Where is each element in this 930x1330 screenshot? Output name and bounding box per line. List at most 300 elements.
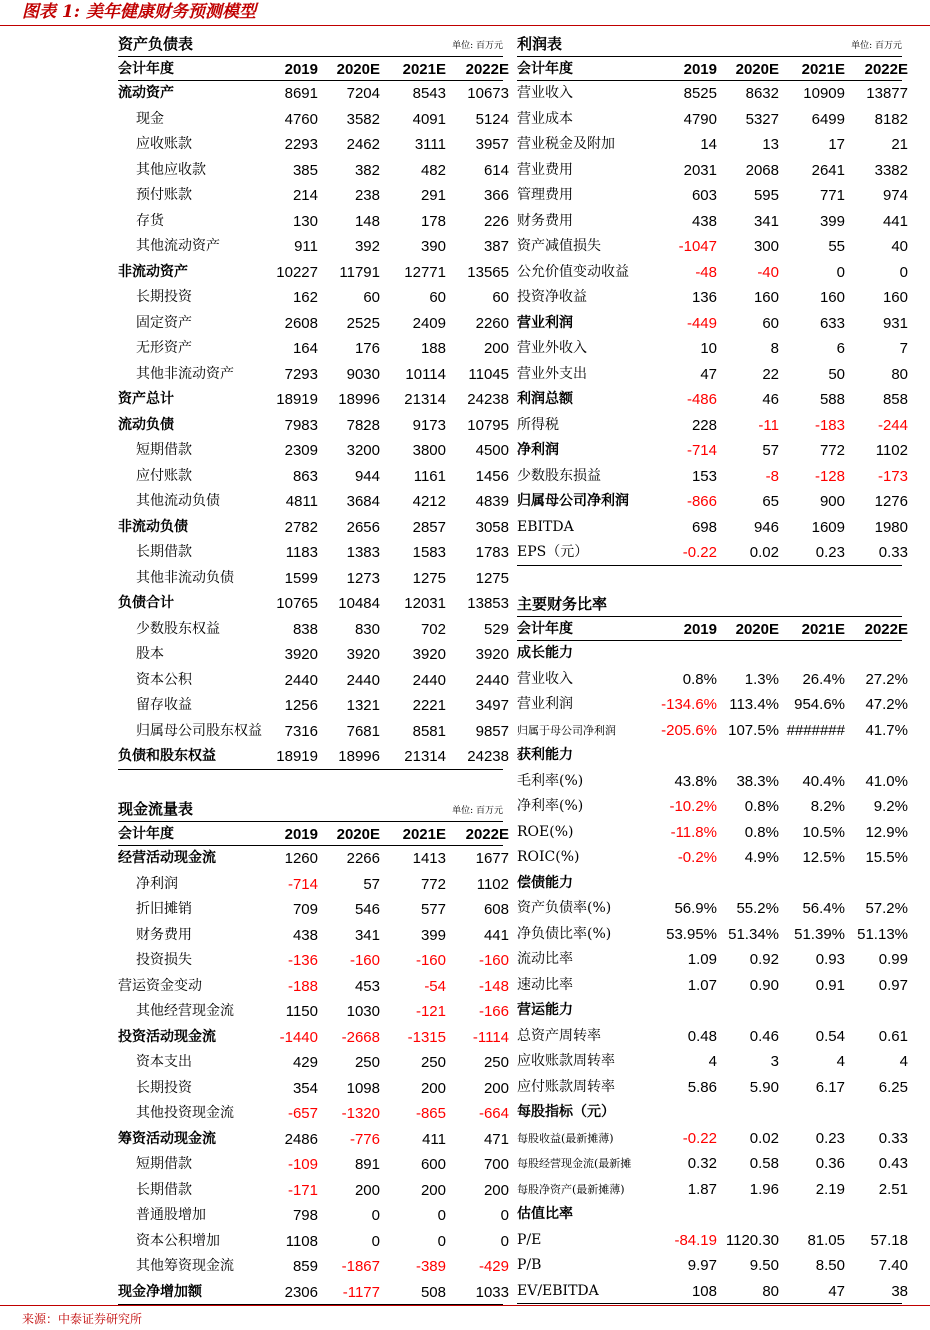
value-cell: 9030 (346, 365, 380, 383)
table-row (517, 540, 908, 566)
table-row (517, 718, 908, 744)
value-cell: 2266 (346, 850, 380, 867)
value-cell: -244 (877, 416, 908, 434)
header-label: 会计年度 (118, 60, 174, 77)
value-cell: 2440 (412, 671, 446, 689)
table-row (517, 438, 908, 464)
value-cell: 228 (691, 416, 717, 434)
value-cell: 162 (292, 289, 318, 306)
table-row (517, 896, 908, 922)
unit-label: 单位: 百万元 (452, 806, 503, 816)
value-cell: 2.19 (815, 1180, 845, 1198)
row-label: 非流动资产 (118, 263, 188, 280)
value-cell: 1980 (874, 518, 908, 536)
row-label: 长期投资 (136, 289, 192, 305)
table-row (118, 1203, 509, 1229)
value-cell: 200 (483, 340, 509, 357)
row-label: 资本公积增加 (136, 1232, 220, 1249)
row-label: 折旧摊销 (136, 901, 192, 917)
value-cell: 5.90 (749, 1078, 779, 1096)
table-header-row (118, 56, 509, 82)
row-label: 存货 (136, 212, 164, 229)
value-cell: 366 (483, 187, 509, 204)
table-title: 资产负债表 (118, 35, 194, 53)
value-cell: 1108 (285, 1232, 318, 1250)
value-cell: 1456 (475, 467, 509, 485)
value-cell: 113.4% (729, 696, 779, 713)
value-cell: 546 (354, 901, 380, 918)
table-title-row (118, 795, 503, 821)
value-cell: 6.17 (815, 1078, 845, 1096)
unit-label: 单位: 百万元 (851, 41, 902, 51)
value-cell: 0.33 (878, 544, 908, 561)
table-row (118, 591, 509, 617)
value-cell: -664 (478, 1105, 509, 1122)
value-cell: 1256 (284, 697, 318, 714)
value-cell: 0.93 (815, 951, 845, 968)
row-label: 投资损失 (136, 952, 192, 968)
row-label: 现金 (136, 110, 164, 127)
table-row (118, 362, 509, 388)
value-cell: 178 (420, 212, 446, 230)
value-cell: 18919 (276, 391, 318, 408)
table-row (118, 999, 509, 1025)
value-cell: 12031 (404, 595, 446, 612)
row-label: 财务费用 (136, 926, 192, 943)
row-label: 其他应收款 (136, 161, 206, 178)
value-cell: 0.92 (749, 951, 779, 968)
value-cell: 108 (691, 1282, 717, 1300)
value-cell: 47.2% (865, 696, 908, 713)
value-cell: 226 (483, 212, 509, 230)
value-cell: 6499 (811, 110, 845, 128)
page-title: 图表 1: 美年健康财务预测模型 (22, 2, 256, 22)
value-cell: 0 (371, 1207, 380, 1224)
value-cell: 11045 (468, 365, 509, 383)
row-label: 资产负债率(%) (517, 900, 612, 916)
value-cell: -486 (686, 391, 717, 408)
header-year: 2021E (801, 60, 845, 78)
value-cell: 40.4% (802, 772, 845, 790)
section-label: 每股指标（元） (517, 1104, 615, 1120)
value-cell: 18919 (276, 748, 318, 765)
row-label: 公允价值变动收益 (517, 263, 629, 280)
table-row (118, 719, 509, 745)
value-cell: 300 (753, 238, 779, 255)
row-label: 归属于母公司净利润 (517, 723, 616, 737)
value-cell: 614 (483, 161, 509, 179)
value-cell: 3957 (475, 136, 509, 153)
header-year: 2019 (683, 620, 717, 638)
row-label: 应收账款周转率 (517, 1053, 615, 1069)
value-cell: 1273 (346, 569, 380, 587)
value-cell: 482 (420, 161, 446, 179)
value-cell: 1.09 (687, 951, 717, 968)
table-row (118, 872, 509, 898)
table-row (118, 948, 509, 974)
header-year: 2022E (864, 620, 908, 638)
table-row (517, 973, 908, 999)
value-cell: 700 (483, 1156, 509, 1173)
value-cell: 1120.30 (725, 1231, 779, 1249)
row-label: 长期借款 (136, 544, 192, 560)
table-row (517, 1075, 908, 1101)
row-label: 速动比率 (517, 976, 573, 993)
value-cell: 2462 (346, 136, 380, 153)
value-cell: 2309 (284, 442, 318, 459)
row-label: 负债和股东权益 (118, 748, 216, 764)
row-label: 营业利润 (517, 314, 573, 331)
value-cell: -160 (349, 952, 380, 969)
table-row (118, 1101, 509, 1127)
value-cell: 24238 (467, 748, 509, 765)
value-cell: -1320 (341, 1105, 380, 1122)
value-cell: -148 (478, 977, 509, 995)
value-cell: 399 (420, 926, 446, 944)
row-label: 资本支出 (136, 1054, 192, 1070)
value-cell: 200 (483, 1181, 509, 1199)
value-cell: 1413 (412, 850, 446, 867)
row-label: P/E (517, 1231, 542, 1248)
table-row (118, 617, 509, 643)
value-cell: 441 (483, 926, 509, 944)
value-cell: 12771 (404, 263, 446, 281)
header-year: 2021E (801, 620, 845, 638)
row-label: 营业收入 (517, 670, 573, 687)
header-year: 2019 (284, 825, 318, 843)
row-label: 管理费用 (517, 187, 573, 203)
value-cell: 0.54 (815, 1027, 845, 1045)
income-statement-panel (517, 30, 908, 566)
table-row (517, 1151, 908, 1177)
value-cell: -865 (415, 1105, 446, 1122)
header-year: 2020E (735, 620, 779, 638)
table-row (517, 667, 908, 693)
value-cell: 18996 (338, 748, 380, 765)
value-cell: 3582 (346, 110, 380, 128)
value-cell: 60 (492, 289, 509, 306)
row-label: 每股收益(最新摊薄) (517, 1131, 614, 1145)
value-cell: 863 (292, 467, 318, 485)
value-cell: -11 (758, 416, 779, 434)
value-cell: 2608 (284, 314, 318, 332)
value-cell: 41.0% (865, 772, 908, 790)
table-header-row (517, 616, 908, 642)
value-cell: -171 (287, 1181, 318, 1199)
table-row (118, 132, 509, 158)
value-cell: 153 (691, 467, 717, 485)
value-cell: 8.2% (810, 798, 845, 815)
value-cell: 4760 (284, 110, 318, 128)
value-cell: 12.5% (802, 849, 845, 866)
value-cell: 7204 (346, 85, 380, 102)
value-cell: 385 (292, 161, 318, 179)
section-label: 营运能力 (517, 1002, 573, 1018)
value-cell: -1440 (279, 1028, 318, 1046)
table-row (118, 566, 509, 592)
table-row (118, 234, 509, 260)
value-cell: -166 (478, 1003, 509, 1020)
value-cell: 291 (420, 187, 446, 204)
value-cell: 3111 (414, 136, 446, 153)
table-title-row (118, 30, 503, 56)
row-label: 投资活动现金流 (118, 1028, 216, 1045)
value-cell: -11.8% (670, 823, 717, 841)
value-cell: 22 (762, 365, 779, 383)
value-cell: 10795 (467, 416, 509, 434)
value-cell: 10114 (405, 365, 446, 383)
value-cell: 2440 (475, 671, 509, 689)
value-cell: 2293 (284, 136, 318, 153)
value-cell: 47 (828, 1282, 845, 1300)
value-cell: 8691 (284, 85, 318, 102)
value-cell: 10765 (276, 595, 318, 612)
value-cell: 608 (483, 901, 509, 918)
row-label: 总资产周转率 (517, 1027, 601, 1044)
value-cell: 0 (500, 1207, 509, 1224)
row-label: 财务费用 (517, 212, 573, 229)
row-label: 筹资活动现金流 (118, 1130, 216, 1147)
value-cell: 8525 (683, 85, 717, 102)
value-cell: 0.32 (687, 1155, 717, 1172)
value-cell: 38 (891, 1282, 908, 1300)
value-cell: 0.90 (749, 976, 779, 994)
value-cell: 26.4% (802, 670, 845, 688)
row-label: EBITDA (517, 518, 574, 535)
value-cell: 200 (420, 1181, 446, 1199)
value-cell: 3920 (284, 646, 318, 663)
section-row (517, 1202, 902, 1228)
table-row (118, 81, 509, 107)
value-cell: 1583 (412, 544, 446, 561)
value-cell: 3497 (475, 697, 509, 714)
row-label: 其他非流动资产 (136, 365, 234, 382)
table-header-row (118, 821, 509, 847)
value-cell: 954.6% (794, 696, 845, 713)
value-cell: 60 (429, 289, 446, 306)
row-label: 非流动负债 (118, 518, 188, 535)
value-cell: 0 (899, 263, 908, 281)
value-cell: -10.2% (669, 798, 717, 815)
table-row (517, 234, 908, 260)
value-cell: 12.9% (865, 823, 908, 841)
value-cell: 55.2% (736, 900, 779, 917)
value-cell: 21314 (404, 391, 446, 408)
value-cell: -84.19 (674, 1231, 717, 1249)
value-cell: 3382 (874, 161, 908, 179)
source-note: 来源：中泰证券研究所 (22, 1312, 143, 1326)
value-cell: 24238 (467, 391, 509, 408)
row-label: 投资净收益 (517, 289, 587, 305)
value-cell: -134.6% (661, 696, 717, 713)
table-row (517, 845, 908, 871)
table-row (517, 820, 908, 846)
value-cell: 0.8% (744, 798, 779, 815)
row-label: 留存收益 (136, 697, 192, 713)
table-row (118, 1050, 509, 1076)
table-row (118, 1127, 509, 1153)
value-cell: 10673 (467, 85, 509, 102)
value-cell: 164 (292, 340, 318, 357)
table-row (517, 1279, 908, 1305)
value-cell: 57 (762, 442, 779, 459)
value-cell: 250 (354, 1054, 380, 1071)
value-cell: 0.43 (878, 1155, 908, 1172)
value-cell: 1609 (811, 518, 845, 536)
value-cell: 136 (691, 289, 717, 306)
table-row (118, 1025, 509, 1051)
value-cell: 5327 (745, 110, 779, 128)
value-cell: 3920 (346, 646, 380, 663)
row-label: 其他非流动负债 (136, 569, 234, 586)
value-cell: 341 (753, 212, 779, 230)
row-label: 每股经营现金流(最新摊 (517, 1157, 632, 1170)
value-cell: 21314 (404, 748, 446, 765)
row-label: 资产减值损失 (517, 238, 601, 254)
row-label: 其他投资现金流 (136, 1105, 234, 1121)
value-cell: 238 (354, 187, 380, 204)
value-cell: 160 (819, 289, 845, 306)
table-row (118, 438, 509, 464)
value-cell: 0 (437, 1207, 446, 1224)
value-cell: 250 (483, 1054, 509, 1071)
value-cell: -128 (814, 467, 845, 485)
value-cell: -8 (765, 467, 779, 485)
value-cell: 1102 (476, 875, 509, 893)
value-cell: -136 (287, 952, 318, 969)
value-cell: 1321 (346, 697, 380, 714)
value-cell: 771 (819, 187, 845, 204)
table-row (118, 642, 509, 668)
value-cell: 50 (828, 365, 845, 383)
value-cell: -109 (287, 1156, 318, 1173)
value-cell: -160 (415, 952, 446, 969)
header-year: 2021E (402, 60, 446, 78)
table-row (118, 540, 509, 566)
table-row (517, 794, 908, 820)
value-cell: 830 (354, 620, 380, 638)
row-label: 净利润 (136, 875, 178, 892)
value-cell: 7.40 (878, 1257, 908, 1274)
value-cell: 0.02 (749, 544, 779, 561)
table-row (517, 1126, 908, 1152)
value-cell: 1150 (285, 1003, 318, 1020)
value-cell: 387 (483, 238, 509, 255)
table-row (517, 311, 908, 337)
table-header-row (517, 56, 908, 82)
table-row (517, 285, 908, 311)
table-row (517, 1024, 908, 1050)
value-cell: 341 (354, 926, 380, 944)
header-year: 2020E (735, 60, 779, 78)
table-row (118, 387, 509, 413)
table-row (517, 1049, 908, 1075)
row-label: 短期借款 (136, 1156, 192, 1172)
table-row (118, 1229, 509, 1255)
row-label: 营业成本 (517, 110, 573, 127)
value-cell: 4 (708, 1053, 717, 1070)
value-cell: 160 (882, 289, 908, 306)
value-cell: 57.18 (870, 1231, 908, 1249)
row-label: 净利润 (517, 442, 559, 458)
row-label: 所得税 (517, 416, 559, 433)
row-label: 营业利润 (517, 696, 573, 712)
value-cell: 8632 (745, 85, 779, 102)
row-label: P/B (517, 1257, 542, 1273)
table-row (118, 1254, 509, 1280)
title-divider (0, 25, 930, 26)
header-year: 2019 (683, 60, 717, 78)
value-cell: 859 (292, 1258, 318, 1275)
value-cell: -866 (686, 493, 717, 510)
value-cell: ####### (786, 721, 845, 739)
value-cell: 4.9% (744, 849, 779, 866)
table-row (517, 387, 908, 413)
value-cell: 60 (762, 314, 779, 332)
value-cell: 9857 (475, 722, 509, 740)
value-cell: 2031 (683, 161, 717, 179)
table-row (517, 413, 908, 439)
table-row (118, 413, 509, 439)
table-row (118, 285, 509, 311)
table-row (118, 183, 509, 209)
value-cell: -188 (287, 977, 318, 995)
value-cell: 200 (420, 1079, 446, 1097)
header-year: 2022E (864, 60, 908, 78)
table-row (517, 464, 908, 490)
row-label: 其他流动负债 (136, 493, 220, 509)
value-cell: 56.9% (674, 900, 717, 917)
value-cell: 5.86 (687, 1078, 717, 1096)
value-cell: 1383 (346, 544, 380, 561)
value-cell: 1275 (412, 569, 446, 587)
value-cell: 188 (420, 340, 446, 357)
value-cell: 2641 (811, 161, 845, 179)
value-cell: 160 (753, 289, 779, 306)
header-year: 2020E (336, 825, 380, 843)
value-cell: 80 (762, 1282, 779, 1300)
value-cell: -0.22 (682, 544, 717, 561)
table-row (118, 311, 509, 337)
row-label: 负债合计 (118, 595, 174, 611)
row-label: 营业外收入 (517, 340, 587, 356)
value-cell: 7293 (284, 365, 318, 383)
table-row (118, 744, 509, 770)
table-row (517, 1228, 908, 1254)
value-cell: 0.36 (815, 1155, 845, 1172)
value-cell: 46 (762, 391, 779, 408)
value-cell: 1260 (284, 850, 318, 867)
value-cell: 9.2% (873, 798, 908, 815)
row-label: 流动资产 (118, 85, 174, 101)
value-cell: 772 (420, 875, 446, 893)
table-row (118, 1178, 509, 1204)
section-row (517, 641, 902, 667)
value-cell: 1275 (475, 569, 509, 587)
value-cell: 17 (828, 136, 845, 153)
table-row (517, 1253, 908, 1279)
value-cell: 4212 (412, 493, 446, 510)
value-cell: -1177 (342, 1283, 380, 1301)
value-cell: 3920 (412, 646, 446, 663)
table-row (517, 489, 908, 515)
value-cell: 1.3% (744, 670, 779, 688)
value-cell: 1599 (284, 569, 318, 587)
table-row (118, 260, 509, 286)
row-label: 股本 (136, 646, 164, 662)
cash-flow-panel (118, 795, 509, 1305)
value-cell: 81.05 (807, 1231, 845, 1249)
